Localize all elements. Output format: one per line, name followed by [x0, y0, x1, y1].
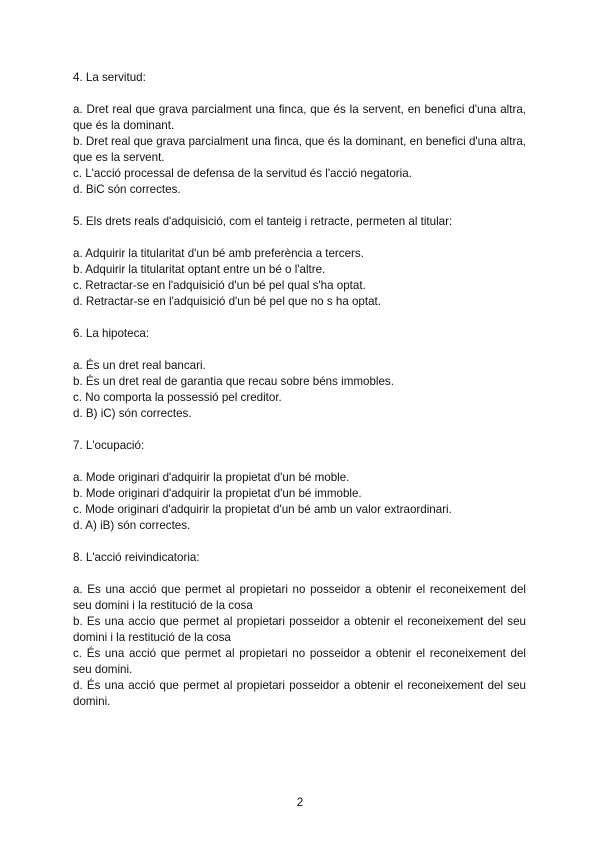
option-c: c. Retractar-se en l'adquisició d'un bé pel qual s'ha optat.	[73, 279, 366, 292]
option-c: c. Mode originari d'adquirir la propietat d'un bé amb un valor extraordinari.	[73, 503, 452, 516]
question-5	[73, 214, 526, 310]
option-d: d. Retractar-se en l'adquisició d'un bé pel que no s ha optat.	[73, 295, 381, 308]
option-d: d. B) iC) són correctes.	[73, 407, 192, 420]
option-b: b. Dret real que grava parcialment una finca, que és la dominant, en benefici d'una altra, que es la servent.	[73, 135, 526, 164]
question-6	[73, 326, 526, 422]
question-title: 5. Els drets reals d'adquisició, com el tanteig i retracte, permeten al titular:	[73, 215, 453, 228]
question-title: 6. La hipoteca:	[73, 327, 150, 340]
question-8	[73, 550, 526, 710]
document-body	[73, 70, 526, 726]
option-a: a. Es una acció que permet al propietari no posseidor a obtenir el reconeixement del seu domini i la restitució de la cosa	[73, 583, 526, 612]
question-4	[73, 70, 526, 198]
question-title: 4. La servitud:	[73, 71, 146, 84]
option-a: a. Dret real que grava parcialment una finca, que és la servent, en benefici d'una altra, que és la dominant.	[73, 103, 526, 132]
option-d: d. És una acció que permet al propietari posseidor a obtenir el reconeixement del seu domini.	[73, 679, 526, 708]
question-title: 8. L'acció reivindicatoria:	[73, 551, 200, 564]
option-a: a. Mode originari d'adquirir la propietat d'un bé moble.	[73, 471, 350, 484]
option-b: b. Es una accio que permet al propietari posseidor a obtenir el reconeixement del seu domini i la restitució de la cosa	[73, 615, 526, 644]
option-c: c. És una acció que permet al propietari no posseidor a obtenir el reconeixement del seu domini.	[73, 647, 526, 676]
question-title: 7. L'ocupació:	[73, 439, 145, 452]
option-c: c. No comporta la possessió pel creditor.	[73, 391, 282, 404]
option-a: a. Adquirir la titularitat d'un bé amb preferència a tercers.	[73, 247, 364, 260]
option-b: b. És un dret real de garantia que recau sobre béns immobles.	[73, 375, 394, 388]
option-d: d. A) iB) són correctes.	[73, 519, 191, 532]
option-d: d. BiC són correctes.	[73, 183, 181, 196]
option-a: a. És un dret real bancari.	[73, 359, 206, 372]
page-number: 2	[296, 796, 304, 809]
option-b: b. Mode originari d'adquirir la propietat d'un bé immoble.	[73, 487, 362, 500]
option-c: c. L'acció processal de defensa de la servitud és l'acció negatoria.	[73, 167, 412, 180]
option-b: b. Adquirir la titularitat optant entre un bé o l'altre.	[73, 263, 326, 276]
question-7	[73, 438, 526, 534]
